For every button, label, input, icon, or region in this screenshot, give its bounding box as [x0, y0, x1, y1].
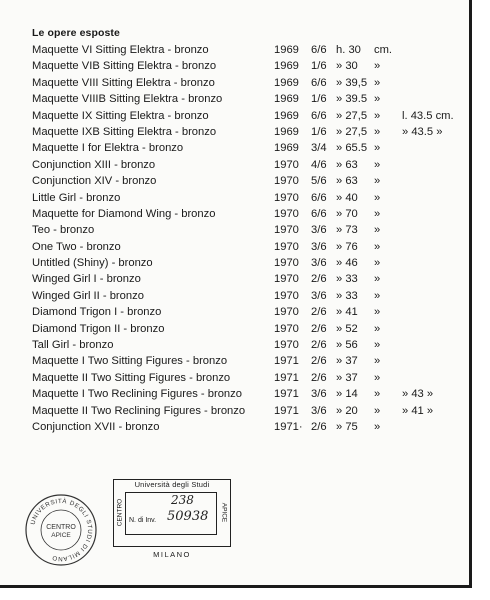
work-title: Maquette IX Sitting Elektra - bronzo: [32, 109, 209, 122]
work-title: Maquette VIIIB Sitting Elektra - bronzo: [32, 93, 223, 106]
work-height: » 52: [336, 322, 358, 335]
work-row: [32, 353, 472, 369]
inventory-stamp-university: Università degli Studi: [134, 480, 210, 489]
inventory-stamp-side-left: CENTRO: [116, 498, 124, 527]
work-edition: 1/6: [311, 93, 327, 106]
work-unit: »: [374, 257, 381, 270]
work-height: » 37: [336, 371, 358, 384]
work-unit: »: [374, 240, 381, 253]
work-year: 1970: [274, 339, 299, 352]
round-stamp-center-line2: APICE: [51, 532, 71, 539]
work-edition: 6/6: [311, 44, 327, 56]
work-row: [32, 173, 472, 189]
work-edition: 3/6: [311, 240, 327, 253]
work-title: Maquette VIB Sitting Elektra - bronzo: [32, 60, 217, 73]
work-year: 1969: [274, 76, 299, 89]
work-edition: 4/6: [311, 158, 327, 171]
work-row: [32, 157, 472, 173]
work-year: 1970: [274, 224, 299, 237]
work-row: [32, 75, 472, 91]
work-row: [32, 386, 472, 402]
work-unit: »: [374, 339, 381, 352]
work-unit: »: [374, 371, 381, 384]
work-edition: 2/6: [311, 306, 327, 319]
section-heading: Le opere esposte: [32, 27, 120, 39]
work-edition: 3/4: [311, 142, 327, 155]
work-edition: 2/6: [311, 339, 327, 352]
work-height: » 75: [336, 420, 358, 433]
work-row: [32, 304, 472, 320]
work-unit: »: [374, 207, 381, 220]
work-row: [32, 58, 472, 74]
work-year: 1969: [274, 125, 299, 138]
work-unit: »: [374, 355, 381, 368]
work-title: Maquette I for Elektra - bronzo: [32, 142, 184, 155]
work-height: » 39,5: [336, 76, 368, 89]
work-title: Maquette I Two Reclining Figures - bronzo: [32, 388, 242, 401]
work-edition: 2/6: [311, 371, 327, 384]
round-stamp-graphic: [24, 493, 98, 567]
work-unit: »: [374, 175, 381, 188]
work-title: Maquette II Two Reclining Figures - bronzo: [32, 404, 246, 417]
work-year: 1970: [274, 240, 299, 253]
work-row: [32, 370, 472, 386]
work-edition: 3/6: [311, 257, 327, 270]
inventory-stamp-city: MILANO: [153, 550, 191, 559]
work-title: Tall Girl - bronzo: [32, 339, 114, 352]
work-row: [32, 271, 472, 287]
work-edition: 3/6: [311, 404, 327, 417]
work-unit: »: [374, 93, 381, 106]
inventory-stamp-side-right: APICE: [220, 502, 228, 523]
work-unit: cm.: [374, 44, 393, 56]
work-height: » 14: [336, 388, 358, 401]
round-stamp: [24, 493, 98, 567]
work-height: h. 30: [336, 44, 361, 56]
work-title: Diamond Trigon I - bronzo: [32, 306, 162, 319]
work-unit: »: [374, 388, 381, 401]
work-title: Conjunction XIII - bronzo: [32, 158, 156, 171]
work-row: [32, 190, 472, 206]
work-edition: 6/6: [311, 207, 327, 220]
work-edition: 6/6: [311, 109, 327, 122]
work-title: Maquette for Diamond Wing - bronzo: [32, 207, 216, 220]
work-year: 1970: [274, 289, 299, 302]
work-unit: »: [374, 76, 381, 89]
work-year: 1969: [274, 93, 299, 106]
work-height: » 30: [336, 60, 358, 73]
work-title: Little Girl - bronzo: [32, 191, 121, 204]
work-year: 1969: [274, 142, 299, 155]
inventory-number-label: N. di Inv.: [129, 517, 157, 524]
work-edition: 3/6: [311, 289, 327, 302]
work-height: » 65.5: [336, 142, 368, 155]
work-edition: 3/6: [311, 388, 327, 401]
work-edition: 2/6: [311, 273, 327, 286]
work-year: 1970: [274, 322, 299, 335]
work-height: » 63: [336, 175, 358, 188]
work-year: 1970: [274, 273, 299, 286]
work-edition: 2/6: [311, 420, 327, 433]
work-height: » 73: [336, 224, 358, 237]
work-year: 1971: [274, 388, 299, 401]
work-row: [32, 222, 472, 238]
work-row: [32, 403, 472, 419]
work-height: » 27,5: [336, 109, 368, 122]
work-year: 1971: [274, 371, 299, 384]
work-year: 1969: [274, 109, 299, 122]
work-title: Diamond Trigon II - bronzo: [32, 322, 165, 335]
work-title: Maquette VI Sitting Elektra - bronzo: [32, 44, 209, 56]
work-title: Maquette II Two Sitting Figures - bronzo: [32, 371, 231, 384]
work-row: [32, 321, 472, 337]
work-row: [32, 337, 472, 353]
work-edition: 6/6: [311, 76, 327, 89]
work-year: 1971·: [274, 420, 303, 433]
inventory-stamp: [113, 479, 231, 565]
work-unit: »: [374, 306, 381, 319]
work-edition: 2/6: [311, 322, 327, 335]
work-title: Winged Girl II - bronzo: [32, 289, 144, 302]
round-stamp-ring-text: UNIVERSITÀ DEGLI STUDI DI MILANO: [29, 497, 94, 563]
work-height: » 37: [336, 355, 358, 368]
work-row: [32, 255, 472, 271]
work-height: » 56: [336, 339, 358, 352]
work-row: [32, 288, 472, 304]
work-year: 1971: [274, 355, 299, 368]
work-unit: »: [374, 158, 381, 171]
work-year: 1970: [274, 306, 299, 319]
work-row: [32, 140, 472, 156]
work-edition: 1/6: [311, 125, 327, 138]
work-title: Conjunction XVII - bronzo: [32, 420, 160, 433]
work-height: » 27,5: [336, 125, 368, 138]
work-height: » 70: [336, 207, 358, 220]
work-unit: »: [374, 273, 381, 286]
work-extra-dimension: l. 43.5 cm.: [402, 109, 454, 122]
work-unit: »: [374, 322, 381, 335]
work-title: Untitled (Shiny) - bronzo: [32, 257, 153, 270]
works-list: [32, 42, 472, 435]
work-row: [32, 419, 472, 435]
work-title: Winged Girl I - bronzo: [32, 273, 141, 286]
work-height: » 39.5: [336, 93, 368, 106]
work-edition: 5/6: [311, 175, 327, 188]
work-unit: »: [374, 125, 381, 138]
work-unit: »: [374, 191, 381, 204]
work-edition: 2/6: [311, 355, 327, 368]
work-year: 1970: [274, 191, 299, 204]
work-title: Maquette IXB Sitting Elektra - bronzo: [32, 125, 217, 138]
work-height: » 20: [336, 404, 358, 417]
work-year: 1971: [274, 404, 299, 417]
work-extra-dimension: » 43 »: [402, 388, 434, 401]
work-height: » 63: [336, 158, 358, 171]
work-row: [32, 42, 472, 58]
work-extra-dimension: » 43.5 »: [402, 125, 443, 138]
work-height: » 33: [336, 289, 358, 302]
work-title: One Two - bronzo: [32, 240, 121, 253]
work-edition: 6/6: [311, 191, 327, 204]
work-row: [32, 124, 472, 140]
work-edition: 1/6: [311, 60, 327, 73]
work-edition: 3/6: [311, 224, 327, 237]
work-unit: »: [374, 404, 381, 417]
work-row: [32, 239, 472, 255]
work-unit: »: [374, 109, 381, 122]
work-height: » 33: [336, 273, 358, 286]
work-year: 1970: [274, 175, 299, 188]
work-extra-dimension: » 41 »: [402, 404, 434, 417]
work-unit: »: [374, 420, 381, 433]
work-year: 1970: [274, 158, 299, 171]
work-year: 1970: [274, 257, 299, 270]
work-year: 1969: [274, 44, 299, 56]
work-row: [32, 91, 472, 107]
round-stamp-center-line1: CENTRO: [46, 524, 76, 531]
work-height: » 46: [336, 257, 358, 270]
work-height: » 40: [336, 191, 358, 204]
work-unit: »: [374, 289, 381, 302]
work-row: [32, 108, 472, 124]
work-title: Maquette I Two Sitting Figures - bronzo: [32, 355, 228, 368]
work-height: » 76: [336, 240, 358, 253]
inventory-handwritten-top: 238: [171, 493, 194, 507]
work-year: 1970: [274, 207, 299, 220]
work-year: 1969: [274, 60, 299, 73]
work-unit: »: [374, 142, 381, 155]
inventory-handwritten-number: 50938: [167, 509, 209, 524]
work-title: Maquette VIII Sitting Elektra - bronzo: [32, 76, 215, 89]
work-title: Teo - bronzo: [32, 224, 95, 237]
work-unit: »: [374, 224, 381, 237]
work-unit: »: [374, 60, 381, 73]
work-height: » 41: [336, 306, 358, 319]
work-row: [32, 206, 472, 222]
work-title: Conjunction XIV - bronzo: [32, 175, 157, 188]
